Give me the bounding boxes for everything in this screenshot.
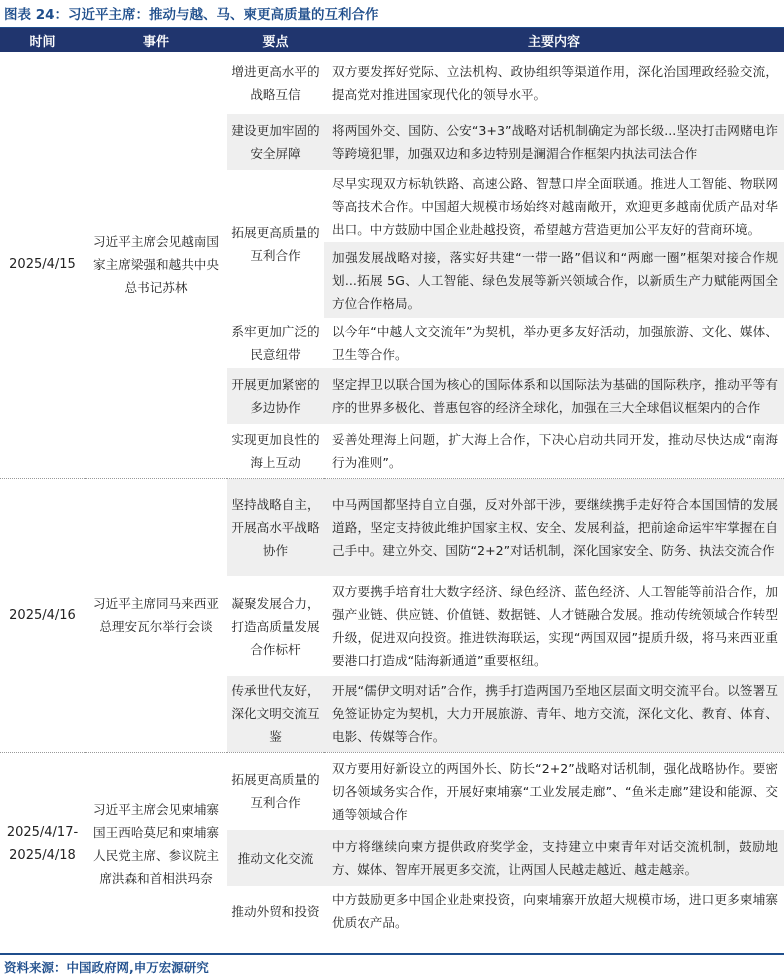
- key-point-cell: 坚持战略自主，开展高水平战略协作: [227, 478, 324, 576]
- event-cell: 习近平主席同马来西亚总理安瓦尔举行会谈: [85, 478, 227, 752]
- summary-table: [0, 28, 784, 936]
- footer-rule: [0, 953, 784, 955]
- key-point-cell: 拓展更高质量的互利合作: [227, 752, 324, 830]
- key-point-cell: 推动外贸和投资: [231, 903, 320, 919]
- header-content: 主要内容: [324, 28, 784, 52]
- content-cell: 中马两国都坚持自立自强，反对外部干涉，要继续携手走好符合本国国情的发展道路，坚定支持彼此维护国家主权、安全、发展利益，把前途命运牢牢掌握在自己手中。建立外交、国防“2+2”对话机制，深化国家安全、防务、执法交流合作: [324, 478, 784, 576]
- key-point-cell: 建设更加牢固的安全屏障: [227, 114, 324, 170]
- event-cell: 习近平主席会见越南国家主席梁强和越共中央总书记苏林: [93, 234, 219, 296]
- key-point-cell: 推动文化交流: [227, 830, 324, 886]
- content-cell: 坚定捍卫以联合国为核心的国际体系和以国际法为基础的国际秩序，推动平等有序的世界多极化、普惠包容的经济全球化，加强在三大全球倡议框架内的合作: [324, 368, 784, 424]
- table-row: [0, 752, 784, 830]
- figure-title: 图表 24：习近平主席：推动与越、马、柬更高质量的互利合作: [4, 7, 379, 23]
- content-cell: 妥善处理海上问题，扩大海上合作，下决心启动共同开发，推动尽快达成“南海行为准则”。: [332, 431, 778, 470]
- header-event: 事件: [85, 28, 227, 52]
- content-cell: 尽早实现双方标轨铁路、高速公路、智慧口岸全面联通。推进人工智能、物联网等高技术合作。中国超大规模市场始终对越南敞开，欢迎更多越南优质产品对华出口。中方鼓励中国企业赴越投资，希望越方营造更加公平友好的营商环境。: [332, 175, 778, 237]
- date-cell: 2025/4/15: [9, 257, 76, 273]
- content-cell: 中方将继续向柬方提供政府奖学金，支持建立中柬青年对话交流机制，鼓励地方、媒体、智库开展更多交流，让两国人民越走越近、越走越亲。: [324, 830, 784, 886]
- key-point-cell: 系牢更加广泛的民意纽带: [231, 324, 320, 362]
- source-note: 资料来源：中国政府网,申万宏源研究: [4, 960, 209, 975]
- content-cell: 将两国外交、国防、公安“3+3”战略对话机制确定为部长级...坚决打击网赌电诈等跨境犯罪，加强双边和多边特别是澜湄合作框架内执法司法合作: [324, 114, 784, 170]
- table-row: [0, 478, 784, 576]
- key-point-cell: 实现更加良性的海上互动: [231, 431, 320, 470]
- event-cell: 习近平主席会见柬埔寨国王西哈莫尼和柬埔寨人民党主席、参议院主席洪森和首相洪玛奈: [85, 752, 227, 936]
- header-date: 时间: [0, 28, 85, 52]
- content-cell: 双方要用好新设立的两国外长、防长“2+2”战略对话机制，强化战略协作。要密切各领域务实合作，开展好柬埔寨“工业发展走廊”、“鱼米走廊”建设和能源、交通等领域合作: [324, 752, 784, 830]
- content-cell: 中方鼓励更多中国企业赴柬投资，向柬埔寨开放超大规模市场，进口更多柬埔寨优质农产品。: [332, 892, 778, 930]
- key-point-cell: 增进更高水平的战略互信: [231, 64, 320, 102]
- table-header-row: [0, 28, 784, 52]
- content-cell: 双方要发挥好党际、立法机构、政协组织等渠道作用，深化治国理政经验交流，提高党对推进国家现代化的领导水平。: [332, 64, 778, 102]
- content-cell: 加强发展战略对接，落实好共建“一带一路”倡议和“两廊一圈”框架对接合作规划...拓展 5G、人工智能、绿色发展等新兴领域合作，以新质生产力赋能两国全方位合作格局。: [324, 242, 784, 318]
- date-cell: 2025/4/17-2025/4/18: [0, 752, 85, 936]
- key-point-cell: 拓展更高质量的互利合作: [231, 225, 320, 263]
- date-cell: 2025/4/16: [0, 478, 85, 752]
- content-cell: 开展“儒伊文明对话”合作，携手打造两国乃至地区层面文明交流平台。以签署互免签证协定为契机，大力开展旅游、青年、地方交流，深化文化、教育、体育、电影、传媒等合作。: [324, 676, 784, 752]
- table-row: [0, 52, 784, 114]
- key-point-cell: 传承世代友好，深化文明交流互鉴: [227, 676, 324, 752]
- header-key: 要点: [227, 28, 324, 52]
- key-point-cell: 凝聚发展合力，打造高质量发展合作标杆: [231, 595, 320, 657]
- content-cell: 双方要携手培育壮大数字经济、绿色经济、蓝色经济、人工智能等前沿合作，加强产业链、供应链、价值链、数据链、人才链融合发展。推动传统领域合作转型升级，促进双向投资。推进铁海联运，实现“两国双园”提质升级，将马来西亚重要港口打造成“陆海新通道”重要枢纽。: [332, 584, 778, 668]
- content-cell: 以今年“中越人文交流年”为契机，举办更多友好活动，加强旅游、文化、媒体、卫生等合作。: [332, 324, 778, 362]
- key-point-cell: 开展更加紧密的多边协作: [227, 368, 324, 424]
